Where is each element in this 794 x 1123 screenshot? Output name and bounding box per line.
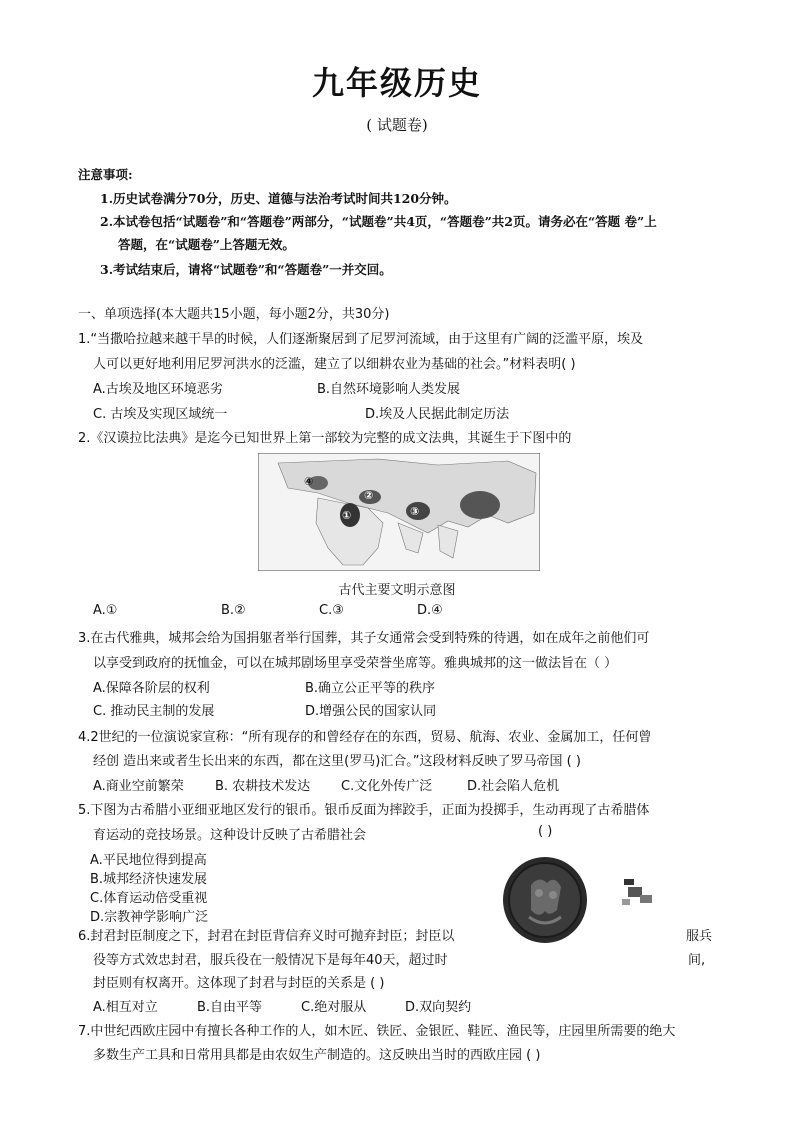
question-5-option-c[interactable]: C.体育运动倍受重视 <box>90 891 208 906</box>
page-subtitle: ( 试题卷) <box>366 116 428 134</box>
question-1-option-d[interactable]: D.埃及人民据此制定历法 <box>365 407 510 422</box>
question-3-option-b[interactable]: B.确立公正平等的秩序 <box>305 681 436 696</box>
question-2-option-a[interactable]: A.① <box>93 603 118 618</box>
question-3-line: 以享受到政府的抚恤金，可以在城邦剧场里享受荣誉坐席等。雅典城邦的这一做法旨在（ ） <box>93 656 618 671</box>
question-5-option-d[interactable]: D.宗教神学影响广泛 <box>90 910 209 925</box>
map-marker-3: ③ <box>410 505 420 518</box>
question-5-answer-bracket: ( ) <box>538 824 553 839</box>
question-3-line: 3.在古代雅典，城邦会给为国捐躯者举行国葬，其子女通常会受到特殊的待遇，如在成年之前他们可 <box>78 631 650 646</box>
question-6-option-d[interactable]: D.双向契约 <box>405 1000 472 1015</box>
section-heading: 一、单项选择(本大题共15小题，每小题2分，共30分) <box>78 307 390 322</box>
question-4-option-d[interactable]: D.社会陷人危机 <box>467 779 560 794</box>
question-2-option-d[interactable]: D.④ <box>417 603 443 618</box>
map-marker-4: ④ <box>304 475 314 488</box>
coin-image <box>501 855 589 945</box>
question-2-option-c[interactable]: C.③ <box>319 603 344 618</box>
question-6-line: 封臣则有权离开。这体现了封君与封臣的关系是 ( ) <box>93 976 385 991</box>
question-6-line: 6.封君封臣制度之下，封君在封臣背信弃义时可抛弃封臣；封臣以 <box>78 929 455 944</box>
question-6-option-b[interactable]: B.自由平等 <box>197 1000 263 1015</box>
question-1-line: 1.“当撒哈拉越来越干旱的时候，人们逐渐聚居到了尼罗河流域，由于这里有广阔的泛滥平原，埃及 <box>78 332 644 347</box>
map-caption: 古代主要文明示意图 <box>338 583 456 598</box>
question-4-line: 经创 造出来或者生长出来的东西，都在这里(罗马)汇合。”这段材料反映了罗马帝国 ( ) <box>93 754 581 769</box>
question-1-line: 人可以更好地利用尼罗河洪水的泛滥，建立了以细耕农业为基础的社会。”材料表明( ) <box>93 357 576 372</box>
civilization-map <box>258 453 540 571</box>
question-4-option-b[interactable]: B. 农耕技术发达 <box>215 779 311 794</box>
question-1-option-a[interactable]: A.古埃及地区环境恶劣 <box>93 382 223 397</box>
note-item: 3.考试结束后，请将“试题卷”和“答题卷”一并交回。 <box>100 262 392 277</box>
question-7-line: 7.中世纪西欧庄园中有擅长各种工作的人，如木匠、铁匠、金银匠、鞋匠、渔民等，庄园里所需要的绝大 <box>78 1024 676 1039</box>
note-item: 1.历史试卷满分70分，历史、道德与法治考试时间共120分钟。 <box>100 191 457 206</box>
question-1-option-b[interactable]: B.自然环境影响人类发展 <box>317 382 461 397</box>
notes-heading: 注意事项: <box>78 167 133 182</box>
question-3-option-c[interactable]: C. 推动民主制的发展 <box>93 704 215 719</box>
question-2-option-b[interactable]: B.② <box>221 603 246 618</box>
note-item: 2.本试卷包括“试题卷”和“答题卷”两部分，“试题卷”共4页，“答题卷”共2页。请务必在“答题 卷”上 <box>100 214 657 229</box>
question-6-option-a[interactable]: A.相互对立 <box>93 1000 158 1015</box>
question-5-line: 育运动的竞技场景。这种设计反映了古希腊社会 <box>93 828 367 843</box>
question-6-line: 役等方式效忠封君，服兵役在一般情况下是每年40天，超过时 <box>93 953 448 968</box>
question-4-option-c[interactable]: C.文化外传广泛 <box>341 779 433 794</box>
question-3-option-a[interactable]: A.保障各阶层的权利 <box>93 681 210 696</box>
map-marker-1: ① <box>342 509 352 522</box>
note-item: 答题，在“试题卷”上答题无效。 <box>118 237 295 252</box>
map-marker-2: ② <box>364 489 374 502</box>
question-6-line-tail: 服兵 <box>686 929 713 944</box>
question-6-option-c[interactable]: C.绝对服从 <box>301 1000 367 1015</box>
question-4-line: 4.2世纪的一位演说家宣称：“所有现存的和曾经存在的东西，贸易、航海、农业、金属加工，任何曾 <box>78 730 652 745</box>
question-4-option-a[interactable]: A.商业空前繁荣 <box>93 779 184 794</box>
coin-reverse-fragment <box>618 873 658 913</box>
question-5-option-b[interactable]: B.城邦经济快速发展 <box>90 872 208 887</box>
question-5-option-a[interactable]: A.平民地位得到提高 <box>90 853 207 868</box>
question-2-line: 2.《汉谟拉比法典》是迄今已知世界上第一部较为完整的成文法典，其诞生于下图中的 <box>78 431 572 446</box>
question-1-option-c[interactable]: C. 古埃及实现区域统一 <box>93 407 228 422</box>
question-6-line-tail: 间, <box>688 953 706 968</box>
page-title: 九年级历史 <box>311 64 482 102</box>
question-5-line: 5.下图为古希腊小亚细亚地区发行的银币。银币反面为摔跤手，正面为投掷手，生动再现了古希腊体 <box>78 803 650 818</box>
question-3-option-d[interactable]: D.增强公民的国家认同 <box>305 704 437 719</box>
question-7-line: 多数生产工具和日常用具都是由农奴生产制造的。这反映出当时的西欧庄园 ( ) <box>93 1048 541 1063</box>
